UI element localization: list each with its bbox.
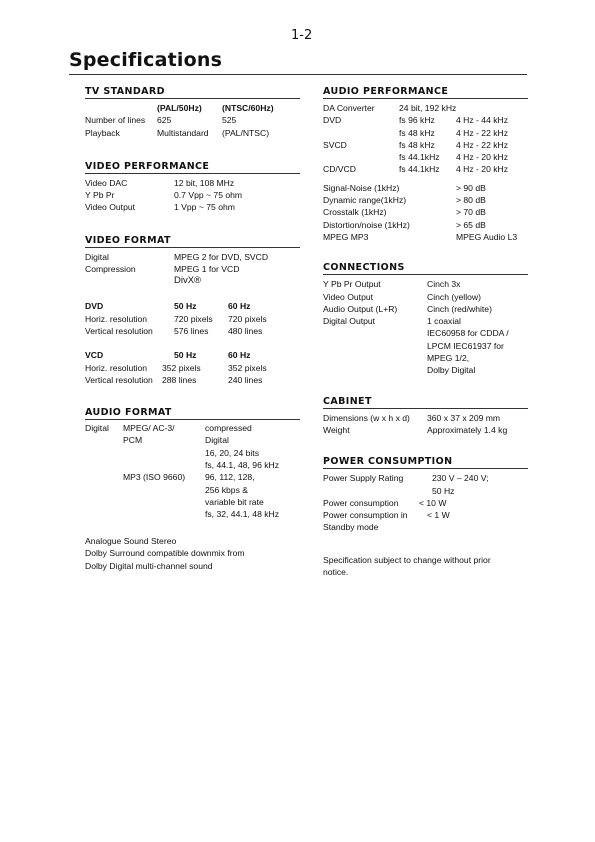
row-label: Video Output <box>323 291 374 302</box>
table-row <box>323 497 528 509</box>
row-label: Y Pb Pr Output <box>323 279 381 290</box>
header-cell: 50 Hz <box>174 350 197 361</box>
row-label: Standby mode <box>323 522 379 533</box>
table-header <box>85 102 300 114</box>
row-label: Y Pb Pr <box>85 190 115 201</box>
row-value: 1 coaxial <box>427 316 461 327</box>
table-row <box>85 422 300 434</box>
row-label: Dimensions (w x h x d) <box>323 412 410 423</box>
row-value: fs, 32, 44.1, 48 kHz <box>205 509 280 520</box>
section-heading: AUDIO FORMAT <box>85 407 300 420</box>
row-value: 4 Hz - 22 kHz <box>456 139 509 150</box>
table-row <box>323 521 528 533</box>
right-column <box>323 86 528 579</box>
row-label: Compression <box>85 264 136 275</box>
table-row <box>323 472 528 484</box>
table-row <box>323 424 528 436</box>
dvd-header <box>85 300 300 312</box>
row-value: fs, 44.1, 48, 96 kHz <box>205 460 280 471</box>
row-value: fs 48 kHz <box>399 127 435 138</box>
page-number: 1-2 <box>291 28 313 43</box>
row-label: Video DAC <box>85 177 128 188</box>
table-row <box>85 201 300 213</box>
table-row <box>323 291 528 303</box>
table-row <box>85 447 300 459</box>
table-row <box>323 182 528 194</box>
table-row <box>85 275 300 289</box>
row-value: 50 Hz <box>432 485 455 496</box>
row-label: Audio Output (L+R) <box>323 303 398 314</box>
section-heading: CABINET <box>323 396 528 409</box>
vcd-header <box>85 349 300 361</box>
audio-performance-section <box>323 86 528 243</box>
footnote-line: notice. <box>323 567 349 578</box>
row-value: Multistandard <box>157 127 209 138</box>
header-cell: VCD <box>85 350 104 361</box>
row-label: DVD <box>323 115 342 126</box>
row-value: 360 x 37 x 209 mm <box>427 412 501 423</box>
power-consumption-section <box>323 456 528 533</box>
section-heading: VIDEO FORMAT <box>85 235 300 248</box>
row-value: fs 96 kHz <box>399 115 435 126</box>
row-label: Digital Output <box>323 316 376 327</box>
video-performance-section <box>85 161 300 214</box>
table-row <box>85 459 300 471</box>
row-label: Digital <box>85 423 109 434</box>
header-cell: (PAL/50Hz) <box>157 103 202 113</box>
row-value: 480 lines <box>228 325 263 336</box>
section-heading: POWER CONSUMPTION <box>323 456 528 469</box>
connections-section <box>323 262 528 376</box>
row-value: MPEG/ AC-3/ <box>123 423 175 434</box>
table-row <box>85 434 300 446</box>
note-line: Dolby Surround compatible downmix from <box>85 548 245 559</box>
section-heading: AUDIO PERFORMANCE <box>323 86 528 99</box>
row-value: > 70 dB <box>456 207 486 218</box>
table-row <box>85 189 300 201</box>
tv-standard-section <box>85 86 300 139</box>
row-value: MP3 (ISO 9660) <box>123 472 186 483</box>
row-value: 625 <box>157 115 172 126</box>
table-row <box>85 263 300 275</box>
row-label: Vertical resolution <box>85 374 153 385</box>
row-label: Weight <box>323 424 350 435</box>
table-row <box>323 102 528 114</box>
row-value: > 80 dB <box>456 195 486 206</box>
row-label: Number of lines <box>85 115 146 126</box>
row-value: > 65 dB <box>456 219 486 230</box>
table-row <box>323 315 528 327</box>
row-value: 4 Hz - 22 kHz <box>456 127 509 138</box>
table-row <box>85 471 300 483</box>
row-value: 0.7 Vpp ~ 75 ohm <box>174 190 243 201</box>
row-label: Digital <box>85 251 109 262</box>
row-value: 352 pixels <box>162 362 201 373</box>
row-value: DivX® <box>174 275 202 287</box>
table-row <box>85 114 300 126</box>
header-cell: 60 Hz <box>228 350 251 361</box>
row-label: DA Converter <box>323 103 375 113</box>
table-row <box>323 206 528 218</box>
row-label: Crosstalk (1kHz) <box>323 207 387 218</box>
row-label: Horiz. resolution <box>85 313 148 324</box>
table-row <box>323 151 528 163</box>
table-row <box>323 485 528 497</box>
row-value: fs 44.1kHz <box>399 152 440 163</box>
row-value: 288 lines <box>162 374 197 385</box>
note-line: Analogue Sound Stereo <box>85 535 177 546</box>
row-value: compressed <box>205 423 252 434</box>
row-value: > 90 dB <box>456 182 486 193</box>
row-value: MPEG Audio L3 <box>456 231 518 242</box>
row-value: Dolby Digital <box>427 365 476 376</box>
row-value: < 10 W <box>419 497 447 508</box>
note-line: Dolby Digital multi-channel sound <box>85 560 213 571</box>
row-value: 96, 112, 128, <box>205 472 255 483</box>
row-label: Signal-Noise (1kHz) <box>323 182 400 193</box>
row-label: SVCD <box>323 139 347 150</box>
video-format-section <box>85 235 300 386</box>
row-value: fs 48 kHz <box>399 139 435 150</box>
table-row <box>85 362 300 374</box>
row-label: Power consumption in <box>323 510 408 521</box>
audio-format-section <box>85 407 300 572</box>
table-row <box>323 114 528 126</box>
table-row <box>323 219 528 231</box>
row-value: 4 Hz - 44 kHz <box>456 115 509 126</box>
row-value: 576 lines <box>174 325 209 336</box>
table-row <box>85 177 300 189</box>
table-row <box>323 127 528 139</box>
row-value: IEC60958 for CDDA / <box>427 328 509 339</box>
table-row <box>85 374 300 386</box>
row-label: Dynamic range(1kHz) <box>323 195 407 206</box>
table-row <box>323 194 528 206</box>
footnote <box>323 554 528 579</box>
table-row <box>323 352 528 364</box>
row-label: Distortion/noise (1kHz) <box>323 219 410 230</box>
row-value: < 1 W <box>427 510 450 521</box>
row-value: fs 44.1kHz <box>399 164 440 175</box>
row-value: 525 <box>222 115 237 126</box>
cabinet-section <box>323 396 528 437</box>
table-row <box>85 325 300 337</box>
row-label: Horiz. resolution <box>85 362 148 373</box>
row-value: 1 Vpp ~ 75 ohm <box>174 202 235 213</box>
row-value: 720 pixels <box>174 313 213 324</box>
row-value: Cinch 3x <box>427 279 461 290</box>
row-label: Video Output <box>85 202 136 213</box>
row-value: 4 Hz - 20 kHz <box>456 164 509 175</box>
table-row <box>323 412 528 424</box>
section-heading: TV STANDARD <box>85 86 300 99</box>
row-label: MPEG MP3 <box>323 231 369 242</box>
row-value: MPEG 1 for VCD <box>174 264 240 275</box>
table-row <box>85 251 300 263</box>
audio-notes <box>85 535 300 573</box>
row-label: Playback <box>85 127 120 138</box>
table-row <box>323 163 528 175</box>
table-row <box>323 231 528 243</box>
table-row <box>323 509 528 521</box>
table-row <box>323 139 528 151</box>
row-value: Cinch (red/white) <box>427 303 492 314</box>
row-value: PCM <box>123 435 143 446</box>
row-value: MPEG 2 for DVD, SVCD <box>174 251 269 262</box>
row-value: 16, 20, 24 bits <box>205 447 259 458</box>
row-value: 352 pixels <box>228 362 267 373</box>
table-row <box>85 127 300 139</box>
row-value: variable bit rate <box>205 496 264 507</box>
row-value: Approximately 1.4 kg <box>427 424 508 435</box>
row-label: Power consumption <box>323 497 399 508</box>
footnote-line: Specification subject to change without prior <box>323 554 491 565</box>
row-value: Digital <box>205 435 229 446</box>
row-label: Vertical resolution <box>85 325 153 336</box>
table-row <box>85 484 300 496</box>
section-heading: VIDEO PERFORMANCE <box>85 161 300 174</box>
header-cell: (NTSC/60Hz) <box>222 103 274 113</box>
row-value: LPCM IEC61937 for <box>427 340 504 351</box>
row-value: Cinch (yellow) <box>427 291 481 302</box>
header-cell: 50 Hz <box>174 301 197 312</box>
left-column <box>85 86 300 572</box>
table-row <box>323 364 528 376</box>
table-row <box>323 340 528 352</box>
page-title: Specifications <box>69 49 223 71</box>
row-value: 230 V – 240 V; <box>432 473 489 484</box>
header-cell: DVD <box>85 301 104 312</box>
row-value: 240 lines <box>228 374 263 385</box>
table-row <box>85 313 300 325</box>
table-row <box>323 278 528 290</box>
row-label: CD/VCD <box>323 164 356 175</box>
row-label: Power Supply Rating <box>323 473 404 484</box>
section-heading: CONNECTIONS <box>323 262 528 275</box>
row-value: 24 bit, 192 kHz <box>399 103 457 113</box>
row-value: MPEG 1/2, <box>427 353 470 364</box>
title-divider <box>69 74 527 75</box>
table-row <box>323 303 528 315</box>
table-row <box>85 508 300 520</box>
row-value: (PAL/NTSC) <box>222 127 270 138</box>
header-cell: 60 Hz <box>228 301 251 312</box>
row-value: 12 bit, 108 MHz <box>174 177 235 188</box>
row-value: 4 Hz - 20 kHz <box>456 152 509 163</box>
table-row <box>323 327 528 339</box>
row-value: 256 kbps & <box>205 484 248 495</box>
table-row <box>85 496 300 508</box>
row-value: 720 pixels <box>228 313 267 324</box>
